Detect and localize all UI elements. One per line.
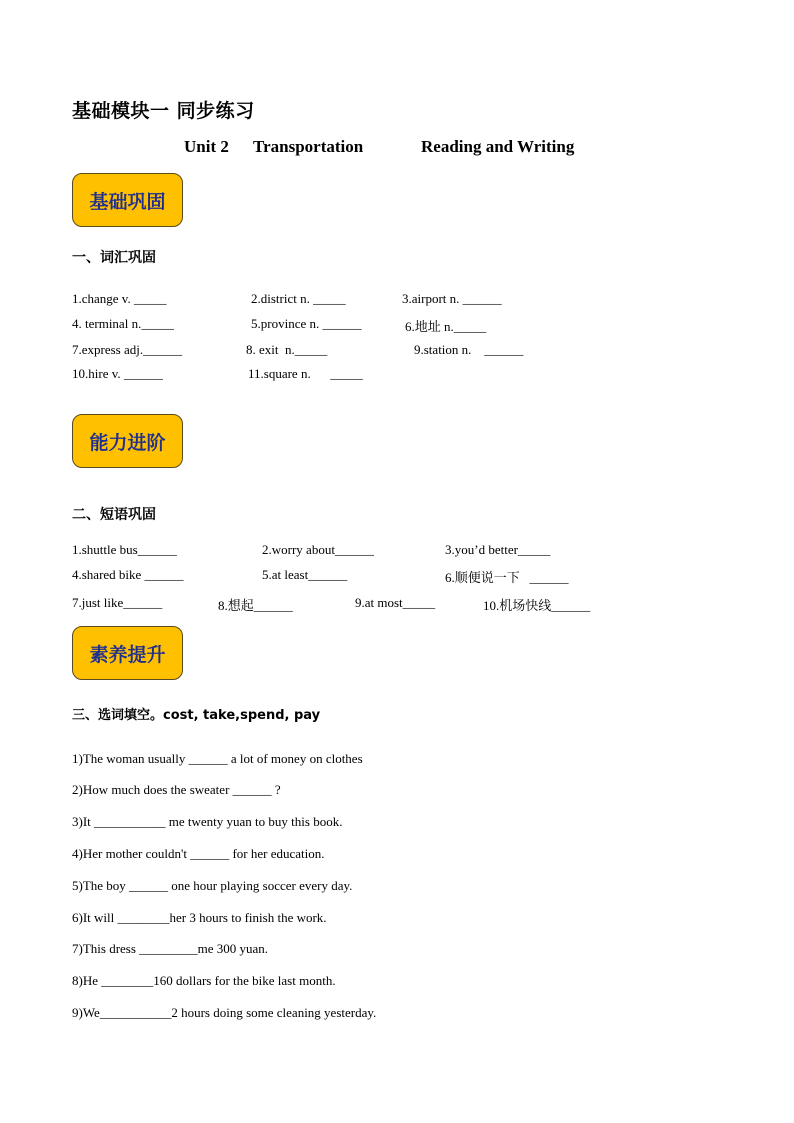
vocab-item: 10.hire v. ______ bbox=[72, 366, 163, 381]
badge-literacy-improvement: 素养提升 bbox=[72, 626, 183, 680]
vocab-item: 7.express adj.______ bbox=[72, 342, 183, 357]
unit-topic: Transportation bbox=[253, 137, 364, 156]
phrase-item: 6.顺便说一下 ______ bbox=[445, 570, 569, 585]
page-title: 基础模块一 同步练习 bbox=[72, 100, 255, 122]
fill-in-heading: 三、选词填空。cost, take,spend, pay bbox=[72, 708, 321, 723]
phrase-item: 3.you’d better_____ bbox=[445, 542, 551, 557]
fill-in-sentence: 7)This dress _________me 300 yuan. bbox=[72, 941, 269, 956]
lesson-section: Reading and Writing bbox=[421, 137, 575, 156]
phrase-item: 7.just like______ bbox=[72, 595, 163, 610]
vocab-item: 3.airport n. ______ bbox=[402, 291, 502, 306]
fill-in-sentence: 8)He ________160 dollars for the bike last month. bbox=[72, 973, 336, 988]
fill-in-sentence: 9)We___________2 hours doing some cleaning yesterday. bbox=[72, 1005, 377, 1020]
phrase-item: 2.worry about______ bbox=[262, 542, 374, 557]
fill-in-sentence: 3)It ___________ me twenty yuan to buy this book. bbox=[72, 814, 343, 829]
phrase-item: 9.at most_____ bbox=[355, 595, 436, 610]
fill-in-sentence: 4)Her mother couldn't ______ for her education. bbox=[72, 846, 325, 861]
phrase-item: 4.shared bike ______ bbox=[72, 567, 184, 582]
unit-label: Unit 2 bbox=[184, 137, 229, 156]
vocab-item: 6.地址 n._____ bbox=[405, 319, 487, 334]
vocab-item: 4. terminal n._____ bbox=[72, 316, 174, 331]
badge-ability-advance: 能力进阶 bbox=[72, 414, 183, 468]
fill-in-sentence: 5)The boy ______ one hour playing soccer every day. bbox=[72, 878, 353, 893]
fill-in-sentence: 2)How much does the sweater ______ ? bbox=[72, 782, 281, 797]
vocab-item: 8. exit n._____ bbox=[246, 342, 328, 357]
vocab-item: 5.province n. ______ bbox=[251, 316, 362, 331]
phrase-item: 8.想起______ bbox=[218, 598, 293, 613]
vocab-item: 2.district n. _____ bbox=[251, 291, 346, 306]
fill-in-sentence: 1)The woman usually ______ a lot of money on clothes bbox=[72, 751, 363, 766]
vocab-item: 1.change v. _____ bbox=[72, 291, 167, 306]
phrase-item: 10.机场快线______ bbox=[483, 598, 591, 613]
badge-basic-consolidation: 基础巩固 bbox=[72, 173, 183, 227]
fill-in-sentence: 6)It will ________her 3 hours to finish the work. bbox=[72, 910, 327, 925]
vocab-item: 9.station n. ______ bbox=[414, 342, 524, 357]
vocab-item: 11.square n. _____ bbox=[248, 366, 363, 381]
phrases-heading: 二、短语巩固 bbox=[72, 507, 156, 523]
vocabulary-heading: 一、词汇巩固 bbox=[72, 250, 156, 266]
phrase-item: 1.shuttle bus______ bbox=[72, 542, 177, 557]
phrase-item: 5.at least______ bbox=[262, 567, 348, 582]
